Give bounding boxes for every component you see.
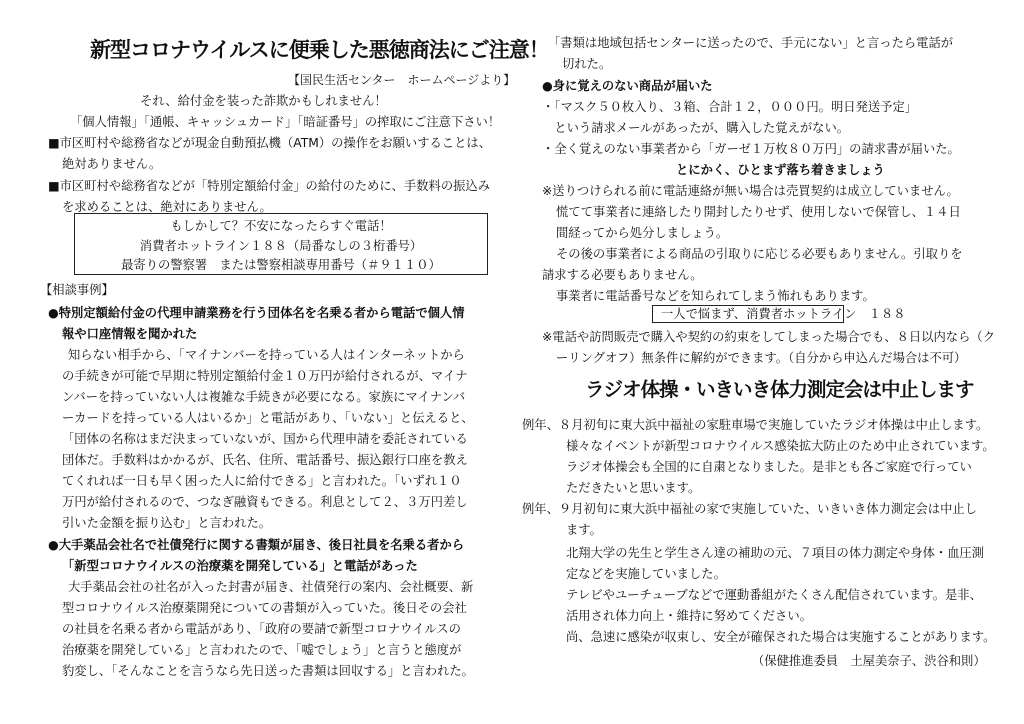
- radio-line: テレビやユーチューブなどで運動番組がたくさん配信されています。是非、: [566, 588, 982, 602]
- case-heading: 「新型コロナウイルスの治療薬を開発している」と電話があった: [62, 559, 418, 573]
- intro-line: 「個人情報」「通帳、キャッシュカード」「暗証番号」の搾取にご注意下さい！: [70, 115, 501, 129]
- cases-heading: 【相談事例】: [40, 283, 114, 297]
- radio-line: 北翔大学の先生と学生さん達の補助の元、７項目の体力測定や身体・血圧測: [566, 546, 985, 560]
- advice-line: ※送りつけられる前に電話連絡が無い場合は売買契約は成立していません。: [542, 184, 959, 198]
- advice-line: 請求する必要もありません。: [542, 268, 703, 282]
- radio-line: ます。: [566, 523, 602, 537]
- case-body-line: ーカードを持っている人はいるか」と電話があり、「いない」と伝えると、: [62, 411, 474, 425]
- radio-line: 例年、８月初旬に東大浜中福祉の家駐車場で実施していたラジオ体操は中止します。: [522, 418, 989, 432]
- hotline-small-box: [652, 305, 906, 323]
- notice-line: を求めることは、絶対にありません。: [62, 200, 272, 214]
- radio-line: 定などを実施していました。: [566, 567, 726, 581]
- case-body-line: 万円が給付されるので、つなぎ融資もできる。利息として２、３万円差し: [62, 495, 468, 509]
- signature: （保健推進委員 土屋美奈子、渋谷和則）: [752, 654, 986, 668]
- case-body-line: 「団体の名称はまだ決まっていないが、国から代理申請を委託されている: [62, 432, 468, 446]
- page-title: 新型コロナウイルスに便乗した悪徳商法にご注意！: [90, 38, 549, 62]
- radio-line: ラジオ体操会も全国的に自粛となりました。是非とも各ご家庭で行ってい: [566, 460, 972, 474]
- notice-line: ■市区町村や総務省などが「特別定額給付金」の給付のために、手数料の振込み: [48, 179, 491, 193]
- hotline-line: もしかして？不安になったらすぐ電話！: [170, 219, 392, 233]
- hotline-small-text: 一人で悩まず、消費者ホットライン １８８: [661, 307, 906, 321]
- case-body-line: という請求メールがあったが、購入した覚えがない。: [542, 121, 850, 135]
- advice-line: 事業者に電話番号などを知られてしまう怖れもあります。: [556, 289, 875, 303]
- case-body-line: ンバーを持っていない人は複雑な手続きが必要になる。家族にマイナンバ: [62, 390, 466, 404]
- radio-line: 活用され体力向上・維持に努めてください。: [566, 609, 812, 623]
- radio-line: 様々なイベントが新型コロナウイルス感染拡大防止のため中止されています。: [566, 439, 995, 453]
- case-body-line: 切れた。: [562, 57, 612, 71]
- case-body-line: ・全く覚えのない事業者から「ガーゼ１万枚８０万円」の請求書が届いた。: [542, 142, 960, 156]
- case-heading: ●特別定額給付金の代理申請業務を行う団体名を名乗る者から電話で個人情: [48, 306, 465, 320]
- cooling-off-line: ※電話や訪問販売で購入や契約の約束をしてしまった場合でも、８日以内なら（ク: [542, 330, 995, 344]
- radio-title: ラジオ体操・いきいき体力測定会は中止します: [585, 378, 974, 401]
- radio-line: ただきたいと思います。: [566, 481, 701, 495]
- hotline-line: 最寄りの警察署 または警察相談専用番号（＃９１１０）: [121, 258, 441, 272]
- calm-heading: とにかく、ひとまず落ち着きましょう: [676, 163, 885, 177]
- case-body-line: 治療薬を開発している」と言われたので、「嘘でしょう」と言うと態度が: [62, 643, 462, 657]
- advice-line: その後の事業者による商品の引取りに応じる必要もありません。引取りを: [556, 247, 963, 261]
- notice-line: ■市区町村や総務省などが現金自動預払機（ATM）の操作をお願いすることは、: [48, 136, 491, 150]
- case-body-line: 型コロナウイルス治療薬開発についての書類が入っていた。後日その会社: [62, 601, 467, 615]
- case-heading: ●大手薬品会社名で社債発行に関する書類が届き、後日社員を名乗る者から: [48, 538, 465, 552]
- case-body-line: の社員を名乗る者から電話があり、「政府の要請で新型コロナウイルスの: [62, 622, 461, 636]
- intro-line: それ、給付金を装った詐欺かもしれません！: [140, 94, 387, 108]
- source-note: 【国民生活センター ホームページより】: [288, 73, 516, 87]
- cooling-off-line: ーリングオフ）無条件に解約ができます。（自分から申込んだ場合は不可）: [556, 351, 967, 365]
- case-body-line: 「書類は地域包括センターに送ったので、手元にない」と言ったら電話が: [548, 36, 954, 50]
- case-body-line: 団体だ。手数料はかかるが、氏名、住所、電話番号、振込銀行口座を教え: [62, 453, 468, 467]
- case-heading: 報や口座情報を聞かれた: [62, 327, 198, 341]
- advice-line: 間経ってから処分しましょう。: [556, 226, 729, 240]
- case-body-line: ・「マスク５０枚入り、３箱、合計１２，０００円。明日発送予定」: [542, 100, 918, 114]
- case-body-line: の手続きが可能で早期に特別定額給付金１０万円が給付されるが、マイナ: [62, 369, 468, 383]
- advice-line: 慌てて事業者に連絡したり開封したりせず、使用しないで保管し、１４日: [556, 205, 961, 219]
- notice-line: 絶対ありません。: [62, 157, 162, 171]
- case-heading: ●身に覚えのない商品が届いた: [542, 79, 713, 93]
- case-body-line: 引いた金額を振り込む」と言われた。: [62, 516, 272, 530]
- case-body-line: てくれれば一日も早く困った人に給付できる」と言われた。「いずれ１０: [62, 474, 462, 488]
- radio-line: 例年、９月初旬に東大浜中福祉の家で実施していた、いきいき体力測定会は中止し: [522, 502, 977, 516]
- hotline-box: [74, 213, 488, 275]
- case-body-line: 豹変し、「そんなことを言うなら先日送った書類は回収する」と言われた。: [62, 664, 474, 678]
- case-body-line: 大手薬品会社の社名が入った封書が届き、社債発行の案内、会社概要、新: [68, 580, 474, 594]
- case-body-line: 知らない相手から、「マイナンバーを持っている人はインターネットから: [68, 348, 465, 362]
- hotline-line: 消費者ホットライン１８８（局番なしの３桁番号）: [139, 239, 423, 253]
- radio-line: 尚、急速に感染が収束し、安全が確保された場合は実施することがあります。: [566, 630, 996, 644]
